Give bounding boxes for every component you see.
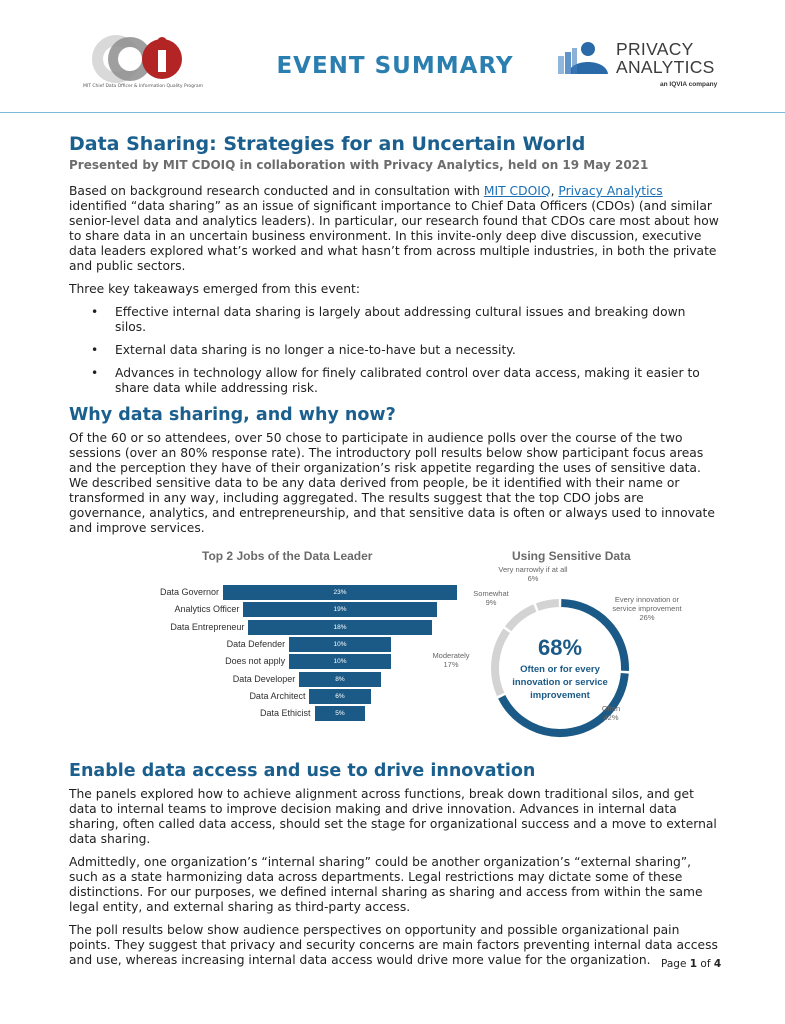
donut-slice-label-line: 42% (603, 713, 619, 722)
bullet: • (91, 343, 99, 357)
privacy-analytics-tagline: an IQVIA company (660, 81, 718, 88)
charts-area (69, 544, 719, 754)
takeaway-text: External data sharing is no longer a nice-to-have but a necessity. (115, 343, 516, 357)
funnel-chart-title: Top 2 Jobs of the Data Leader (202, 549, 373, 563)
donut-slice-label-line: service improvement (612, 604, 682, 613)
section-heading-enable: Enable data access and use to drive innovation (69, 761, 536, 781)
list-item (69, 366, 719, 396)
funnel-bar: 10% (289, 637, 391, 652)
donut-slice-label-line: 26% (639, 613, 655, 622)
donut-slice-label-line: Every innovation or (614, 595, 680, 604)
donut-slice-label-line: 9% (485, 598, 497, 607)
wordmark-line1: PRIVACY (616, 39, 694, 59)
takeaway-text: Effective internal data sharing is largely about addressing cultural issues and breaking down silos. (115, 305, 686, 334)
intro-text-b: , (550, 184, 559, 198)
funnel-bar: 23% (223, 585, 457, 600)
intro-paragraph (69, 184, 719, 274)
enable-paragraph-2: Admittedly, one organization’s “internal sharing” could be another organization’s “external sharing”, such as a state harmonizing data across departments. Legal restrictions may dictate some of these distinctions. For our purposes, we defined internal sharing as sharing and access from within the same legal entity, and external sharing as third-party access. (69, 855, 703, 914)
donut-slice-label (597, 704, 625, 722)
event-summary-title: EVENT SUMMARY (276, 53, 514, 79)
donut-slice-label (607, 595, 687, 622)
funnel-bar: 8% (299, 672, 380, 687)
donut-center-text: improvement (530, 690, 590, 701)
intro-text-a: Based on background research conducted and in consultation with (69, 184, 484, 198)
donut-center-text: innovation or service (512, 677, 608, 688)
funnel-bar: 10% (289, 654, 391, 669)
funnel-bar: 6% (309, 689, 370, 704)
list-item (69, 305, 719, 335)
donut-center-value: 68% (537, 635, 583, 660)
donut-chart (69, 544, 719, 754)
funnel-category-label: Does not apply (225, 656, 286, 667)
enable-paragraph-3: The poll results below show audience perspectives on opportunity and possible organizational pain points. They suggest that privacy and security concerns are main factors preventing internal data access and use, whereas increasing internal data access would drive more value for the organization. (69, 923, 718, 967)
header-divider (0, 112, 785, 113)
funnel-bar: 19% (243, 602, 436, 617)
donut-slice-label (471, 589, 511, 607)
page-number (661, 958, 721, 970)
privacy-analytics-link[interactable]: Privacy Analytics (558, 184, 663, 198)
funnel-bar: 5% (315, 706, 366, 721)
cdoi-logo (86, 28, 196, 90)
donut-slice (508, 608, 535, 629)
donut-slice-label-line: Somewhat (473, 589, 509, 598)
funnel-category-label: Data Entrepreneur (170, 621, 245, 632)
funnel-category-label: Data Developer (232, 673, 296, 684)
donut-slice-label-line: Often (601, 704, 621, 713)
donut-chart-title: Using Sensitive Data (512, 549, 631, 563)
takeaway-text: Advances in technology allow for finely calibrated control over data access, making it easier to share data while addressing risk. (115, 366, 700, 395)
cdoi-subtitle: MIT Chief Data Officer & Information Quality Program (83, 84, 203, 89)
funnel-category-label: Data Defender (226, 638, 286, 649)
donut-slice-label-line: Moderately (432, 651, 470, 660)
privacy-analytics-logo-icon (558, 40, 618, 74)
footer-current-page: 1 (689, 958, 698, 970)
page-header (0, 0, 785, 112)
footer-page-word: Page (661, 958, 690, 970)
donut-center-text: Often or for every (520, 664, 600, 675)
donut-slice-label (429, 651, 473, 669)
list-item (69, 343, 719, 358)
bullet: • (91, 305, 99, 319)
section-heading-why: Why data sharing, and why now? (69, 405, 396, 425)
wordmark-line2: ANALYTICS (616, 57, 715, 77)
donut-slice-label-line: Very narrowly if at all (498, 565, 568, 574)
intro-text-c: identified “data sharing” as an issue of significant importance to Chief Data Officers (CDOs) (and similar senior-level data and analytics leaders). In particular, our research found that CDOs care most about how to share data in an uncertain business environment. In this invite-only deep dive discussion, executive data leaders explored what’s worked and what hasn’t from across multiple industries, in both the private and public sectors. (69, 199, 719, 273)
funnel-category-label: Data Governor (159, 587, 219, 597)
mit-cdoiq-link[interactable]: MIT CDOIQ (483, 184, 551, 198)
donut-slice-label-line: 6% (527, 574, 539, 583)
why-paragraph: Of the 60 or so attendees, over 50 chose to participate in audience polls over the course of the two sessions (over an 80% response rate). The introductory poll results below show participant focus areas and the perception they have of their organization’s risk appetite regarding the uses of sensitive data. We described sensitive data to be any data derived from people, be it identified with their name or transformed in any way, including aggregated. The results suggest that the top CDO jobs are governance, analytics, and entrepreneurship, and that sensitive data is often or always used to innovate and improve services. (69, 431, 715, 535)
funnel-category-label: Analytics Officer (174, 604, 240, 615)
donut-slice (495, 631, 507, 695)
takeaways-list (69, 305, 719, 396)
donut-slice (537, 603, 559, 607)
bullet: • (91, 366, 99, 380)
funnel-bar: 18% (248, 620, 431, 635)
footer-total-pages: 4 (713, 958, 722, 970)
page-subtitle: Presented by MIT CDOIQ in collaboration with Privacy Analytics, held on 19 May 2021 (69, 158, 649, 172)
funnel-category-label: Data Ethicist (260, 708, 311, 719)
donut-slice-label-line: 17% (443, 660, 459, 669)
privacy-analytics-wordmark (616, 40, 715, 76)
enable-paragraph-1: The panels explored how to achieve alignment across functions, break down traditional silos, and get data to internal teams to improve decision making and drive innovation. Advances in internal data sharing, often called data access, should set the stage for organizational success and a move to external data sharing. (69, 787, 717, 846)
takeaways-intro: Three key takeaways emerged from this event: (69, 282, 360, 296)
page-title: Data Sharing: Strategies for an Uncertain World (69, 133, 586, 155)
main-content (69, 131, 722, 976)
donut-slice-label (487, 565, 579, 583)
footer-of-word: of (697, 958, 714, 970)
funnel-category-label: Data Architect (249, 690, 306, 701)
